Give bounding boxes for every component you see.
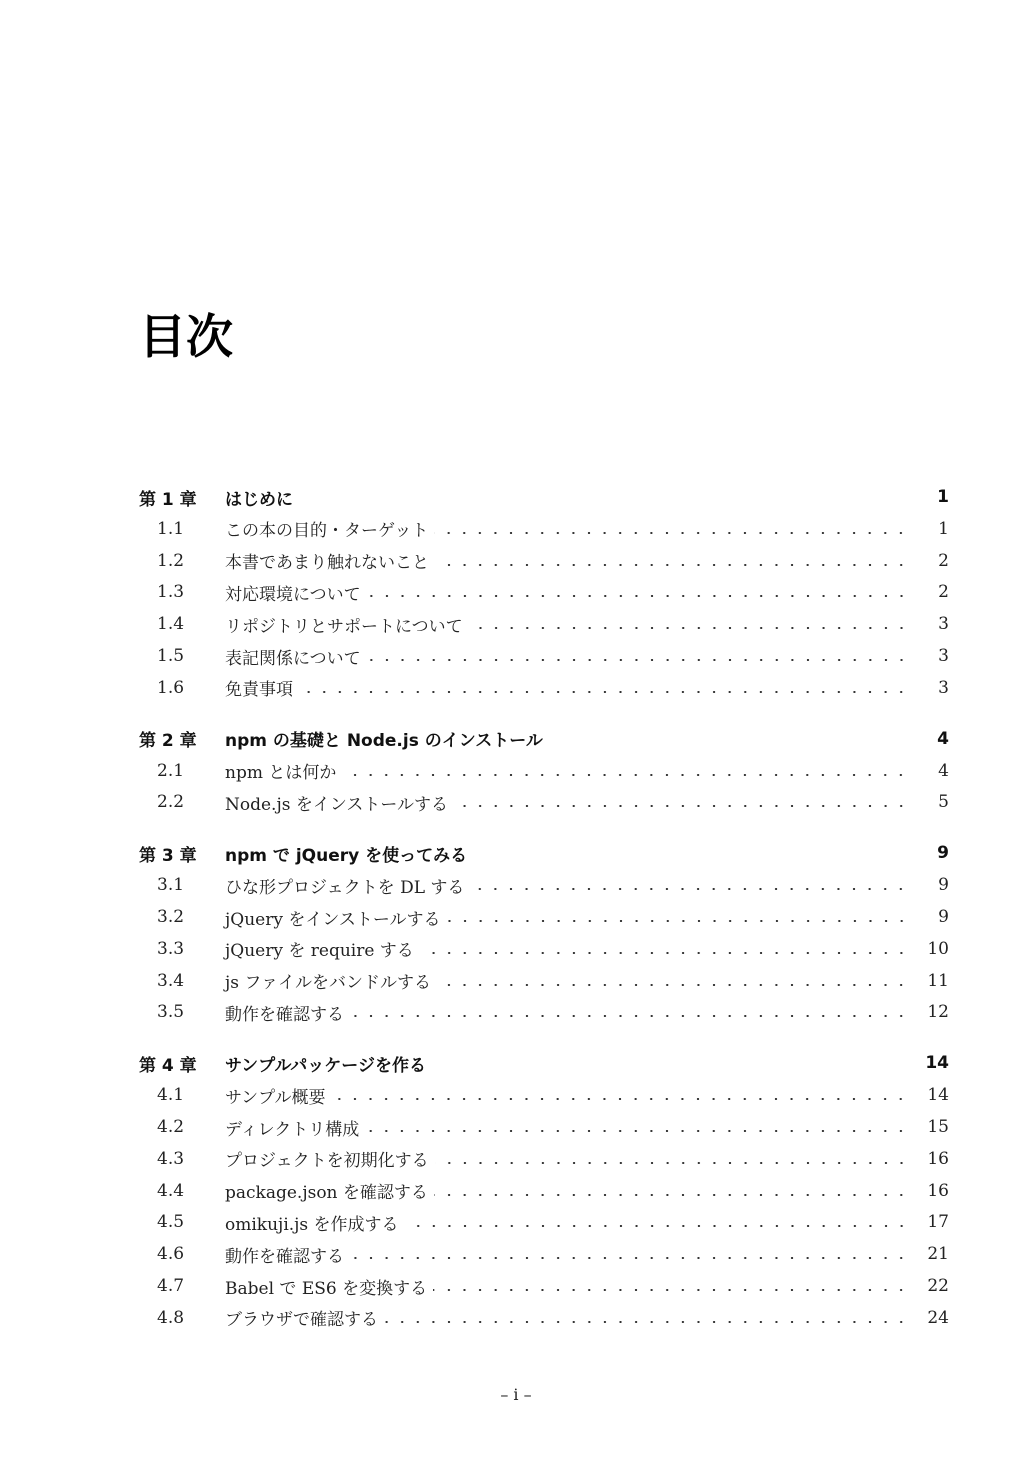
section-number: 1.6 bbox=[157, 677, 185, 698]
toc-section[interactable] bbox=[139, 1238, 949, 1270]
dot-leader bbox=[469, 627, 909, 629]
section-number: 4.2 bbox=[157, 1117, 185, 1138]
section-page: 3 bbox=[938, 677, 949, 698]
section-number: 4.6 bbox=[157, 1244, 185, 1265]
section-page: 2 bbox=[938, 550, 949, 571]
dot-leader bbox=[367, 659, 909, 661]
section-page: 22 bbox=[927, 1276, 949, 1297]
section-title: js ファイルをバンドルする bbox=[225, 973, 432, 994]
toc-chapter-4[interactable] bbox=[139, 1047, 949, 1079]
section-number: 4.3 bbox=[157, 1148, 185, 1169]
toc-section[interactable] bbox=[139, 1302, 949, 1334]
toc-section[interactable] bbox=[139, 1079, 949, 1111]
section-page: 16 bbox=[927, 1180, 949, 1201]
section-title: package.json を確認する bbox=[225, 1183, 428, 1204]
section-title: 本書であまり触れないこと bbox=[225, 553, 429, 574]
toc-section[interactable] bbox=[139, 755, 949, 787]
toc-section[interactable] bbox=[139, 672, 949, 704]
toc-section[interactable] bbox=[139, 1143, 949, 1175]
dot-leader bbox=[331, 1098, 909, 1100]
chapter-gap bbox=[139, 704, 949, 723]
chapter-number: 第 3 章 bbox=[139, 845, 197, 866]
section-number: 4.8 bbox=[157, 1307, 185, 1328]
chapter-title: はじめに bbox=[225, 489, 293, 510]
section-number: 1.2 bbox=[157, 550, 185, 571]
section-page: 5 bbox=[938, 792, 949, 813]
chapter-title: サンプルパッケージを作る bbox=[225, 1055, 426, 1076]
chapter-page: 14 bbox=[925, 1053, 949, 1074]
dot-leader bbox=[367, 595, 909, 597]
dot-leader bbox=[350, 1257, 909, 1259]
dot-leader bbox=[434, 1194, 909, 1196]
dot-leader bbox=[433, 1289, 909, 1291]
toc-section[interactable] bbox=[139, 608, 949, 640]
chapter-page: 1 bbox=[937, 487, 949, 507]
toc-section[interactable] bbox=[139, 933, 949, 965]
chapter-number: 第 4 章 bbox=[139, 1055, 197, 1076]
section-page: 1 bbox=[938, 518, 949, 539]
section-page: 16 bbox=[927, 1148, 949, 1169]
toc-section[interactable] bbox=[139, 901, 949, 933]
section-number: 4.5 bbox=[157, 1212, 185, 1233]
section-title: Node.js をインストールする bbox=[225, 794, 449, 815]
section-page: 10 bbox=[927, 938, 949, 959]
section-title: この本の目的・ターゲット bbox=[225, 521, 429, 542]
toc-section[interactable] bbox=[139, 965, 949, 997]
section-title: 表記関係について bbox=[225, 648, 361, 669]
dot-leader bbox=[365, 1130, 909, 1132]
section-number: 1.4 bbox=[157, 614, 185, 635]
chapter-title: npm の基礎と Node.js のインストール bbox=[225, 731, 543, 752]
toc-section[interactable] bbox=[139, 545, 949, 577]
dot-leader bbox=[384, 1321, 909, 1323]
section-title: jQuery をインストールする bbox=[225, 909, 441, 930]
toc-chapter-1[interactable] bbox=[139, 481, 949, 513]
section-page: 12 bbox=[927, 1002, 949, 1023]
section-title: jQuery を require する bbox=[225, 941, 414, 962]
section-page: 14 bbox=[927, 1085, 949, 1106]
toc-section[interactable] bbox=[139, 640, 949, 672]
toc-section[interactable] bbox=[139, 577, 949, 609]
section-page: 9 bbox=[938, 907, 949, 928]
toc-section[interactable] bbox=[139, 513, 949, 545]
section-title: ブラウザで確認する bbox=[225, 1310, 378, 1331]
section-number: 3.3 bbox=[157, 938, 185, 959]
section-page: 2 bbox=[938, 582, 949, 603]
section-page: 15 bbox=[927, 1117, 949, 1138]
section-page: 17 bbox=[927, 1212, 949, 1233]
section-page: 9 bbox=[938, 875, 949, 896]
section-title: 動作を確認する bbox=[225, 1004, 344, 1025]
section-number: 4.4 bbox=[157, 1180, 185, 1201]
chapter-number: 第 1 章 bbox=[139, 489, 197, 510]
chapter-gap bbox=[139, 1028, 949, 1047]
section-page: 11 bbox=[927, 970, 949, 991]
toc-section[interactable] bbox=[139, 1111, 949, 1143]
dot-leader bbox=[447, 920, 909, 922]
dot-leader bbox=[342, 774, 909, 776]
chapter-page: 9 bbox=[937, 843, 949, 864]
dot-leader bbox=[299, 691, 909, 693]
section-page: 3 bbox=[938, 614, 949, 635]
toc-section[interactable] bbox=[139, 869, 949, 901]
dot-leader bbox=[470, 888, 909, 890]
chapter-title: npm で jQuery を使ってみる bbox=[225, 845, 468, 866]
section-number: 1.1 bbox=[157, 518, 185, 539]
section-page: 21 bbox=[927, 1244, 949, 1265]
section-number: 4.1 bbox=[157, 1085, 185, 1106]
page-title: 目次 bbox=[139, 310, 233, 365]
section-title: Babel で ES6 を変換する bbox=[225, 1278, 428, 1299]
dot-leader bbox=[350, 1015, 909, 1017]
section-page: 4 bbox=[938, 760, 949, 781]
toc-section[interactable] bbox=[139, 787, 949, 819]
section-number: 3.4 bbox=[157, 970, 185, 991]
dot-leader bbox=[405, 1225, 909, 1227]
section-number: 1.5 bbox=[157, 646, 185, 667]
toc-section[interactable] bbox=[139, 1270, 949, 1302]
section-number: 2.2 bbox=[157, 792, 185, 813]
section-title: 動作を確認する bbox=[225, 1246, 344, 1267]
dot-leader bbox=[435, 1162, 909, 1164]
section-number: 3.1 bbox=[157, 875, 185, 896]
section-page: 3 bbox=[938, 646, 949, 667]
chapter-page: 4 bbox=[937, 728, 949, 749]
dot-leader bbox=[420, 952, 909, 954]
table-of-contents bbox=[139, 481, 949, 1334]
section-number: 2.1 bbox=[157, 760, 185, 781]
section-title: サンプル概要 bbox=[225, 1087, 326, 1108]
section-title: ひな形プロジェクトを DL する bbox=[225, 877, 465, 898]
dot-leader bbox=[437, 984, 909, 986]
section-title: ディレクトリ構成 bbox=[225, 1119, 360, 1140]
page-number: – i – bbox=[500, 1385, 532, 1404]
dot-leader bbox=[454, 805, 909, 807]
toc-chapter-2[interactable] bbox=[139, 723, 949, 755]
section-number: 3.2 bbox=[157, 907, 185, 928]
section-title: 免責事項 bbox=[225, 680, 293, 701]
dot-leader bbox=[434, 532, 909, 534]
section-title: プロジェクトを初期化する bbox=[225, 1151, 429, 1172]
section-title: omikuji.js を作成する bbox=[225, 1214, 399, 1235]
section-title: npm とは何か bbox=[225, 763, 337, 784]
dot-leader bbox=[435, 564, 909, 566]
section-number: 4.7 bbox=[157, 1276, 185, 1297]
chapter-gap bbox=[139, 818, 949, 837]
toc-section[interactable] bbox=[139, 1207, 949, 1239]
section-number: 3.5 bbox=[157, 1002, 185, 1023]
toc-section[interactable] bbox=[139, 997, 949, 1029]
toc-section[interactable] bbox=[139, 1175, 949, 1207]
chapter-number: 第 2 章 bbox=[139, 731, 197, 752]
toc-chapter-3[interactable] bbox=[139, 837, 949, 869]
section-page: 24 bbox=[927, 1307, 949, 1328]
section-number: 1.3 bbox=[157, 582, 185, 603]
section-title: 対応環境について bbox=[225, 584, 361, 605]
section-title: リポジトリとサポートについて bbox=[225, 616, 463, 637]
